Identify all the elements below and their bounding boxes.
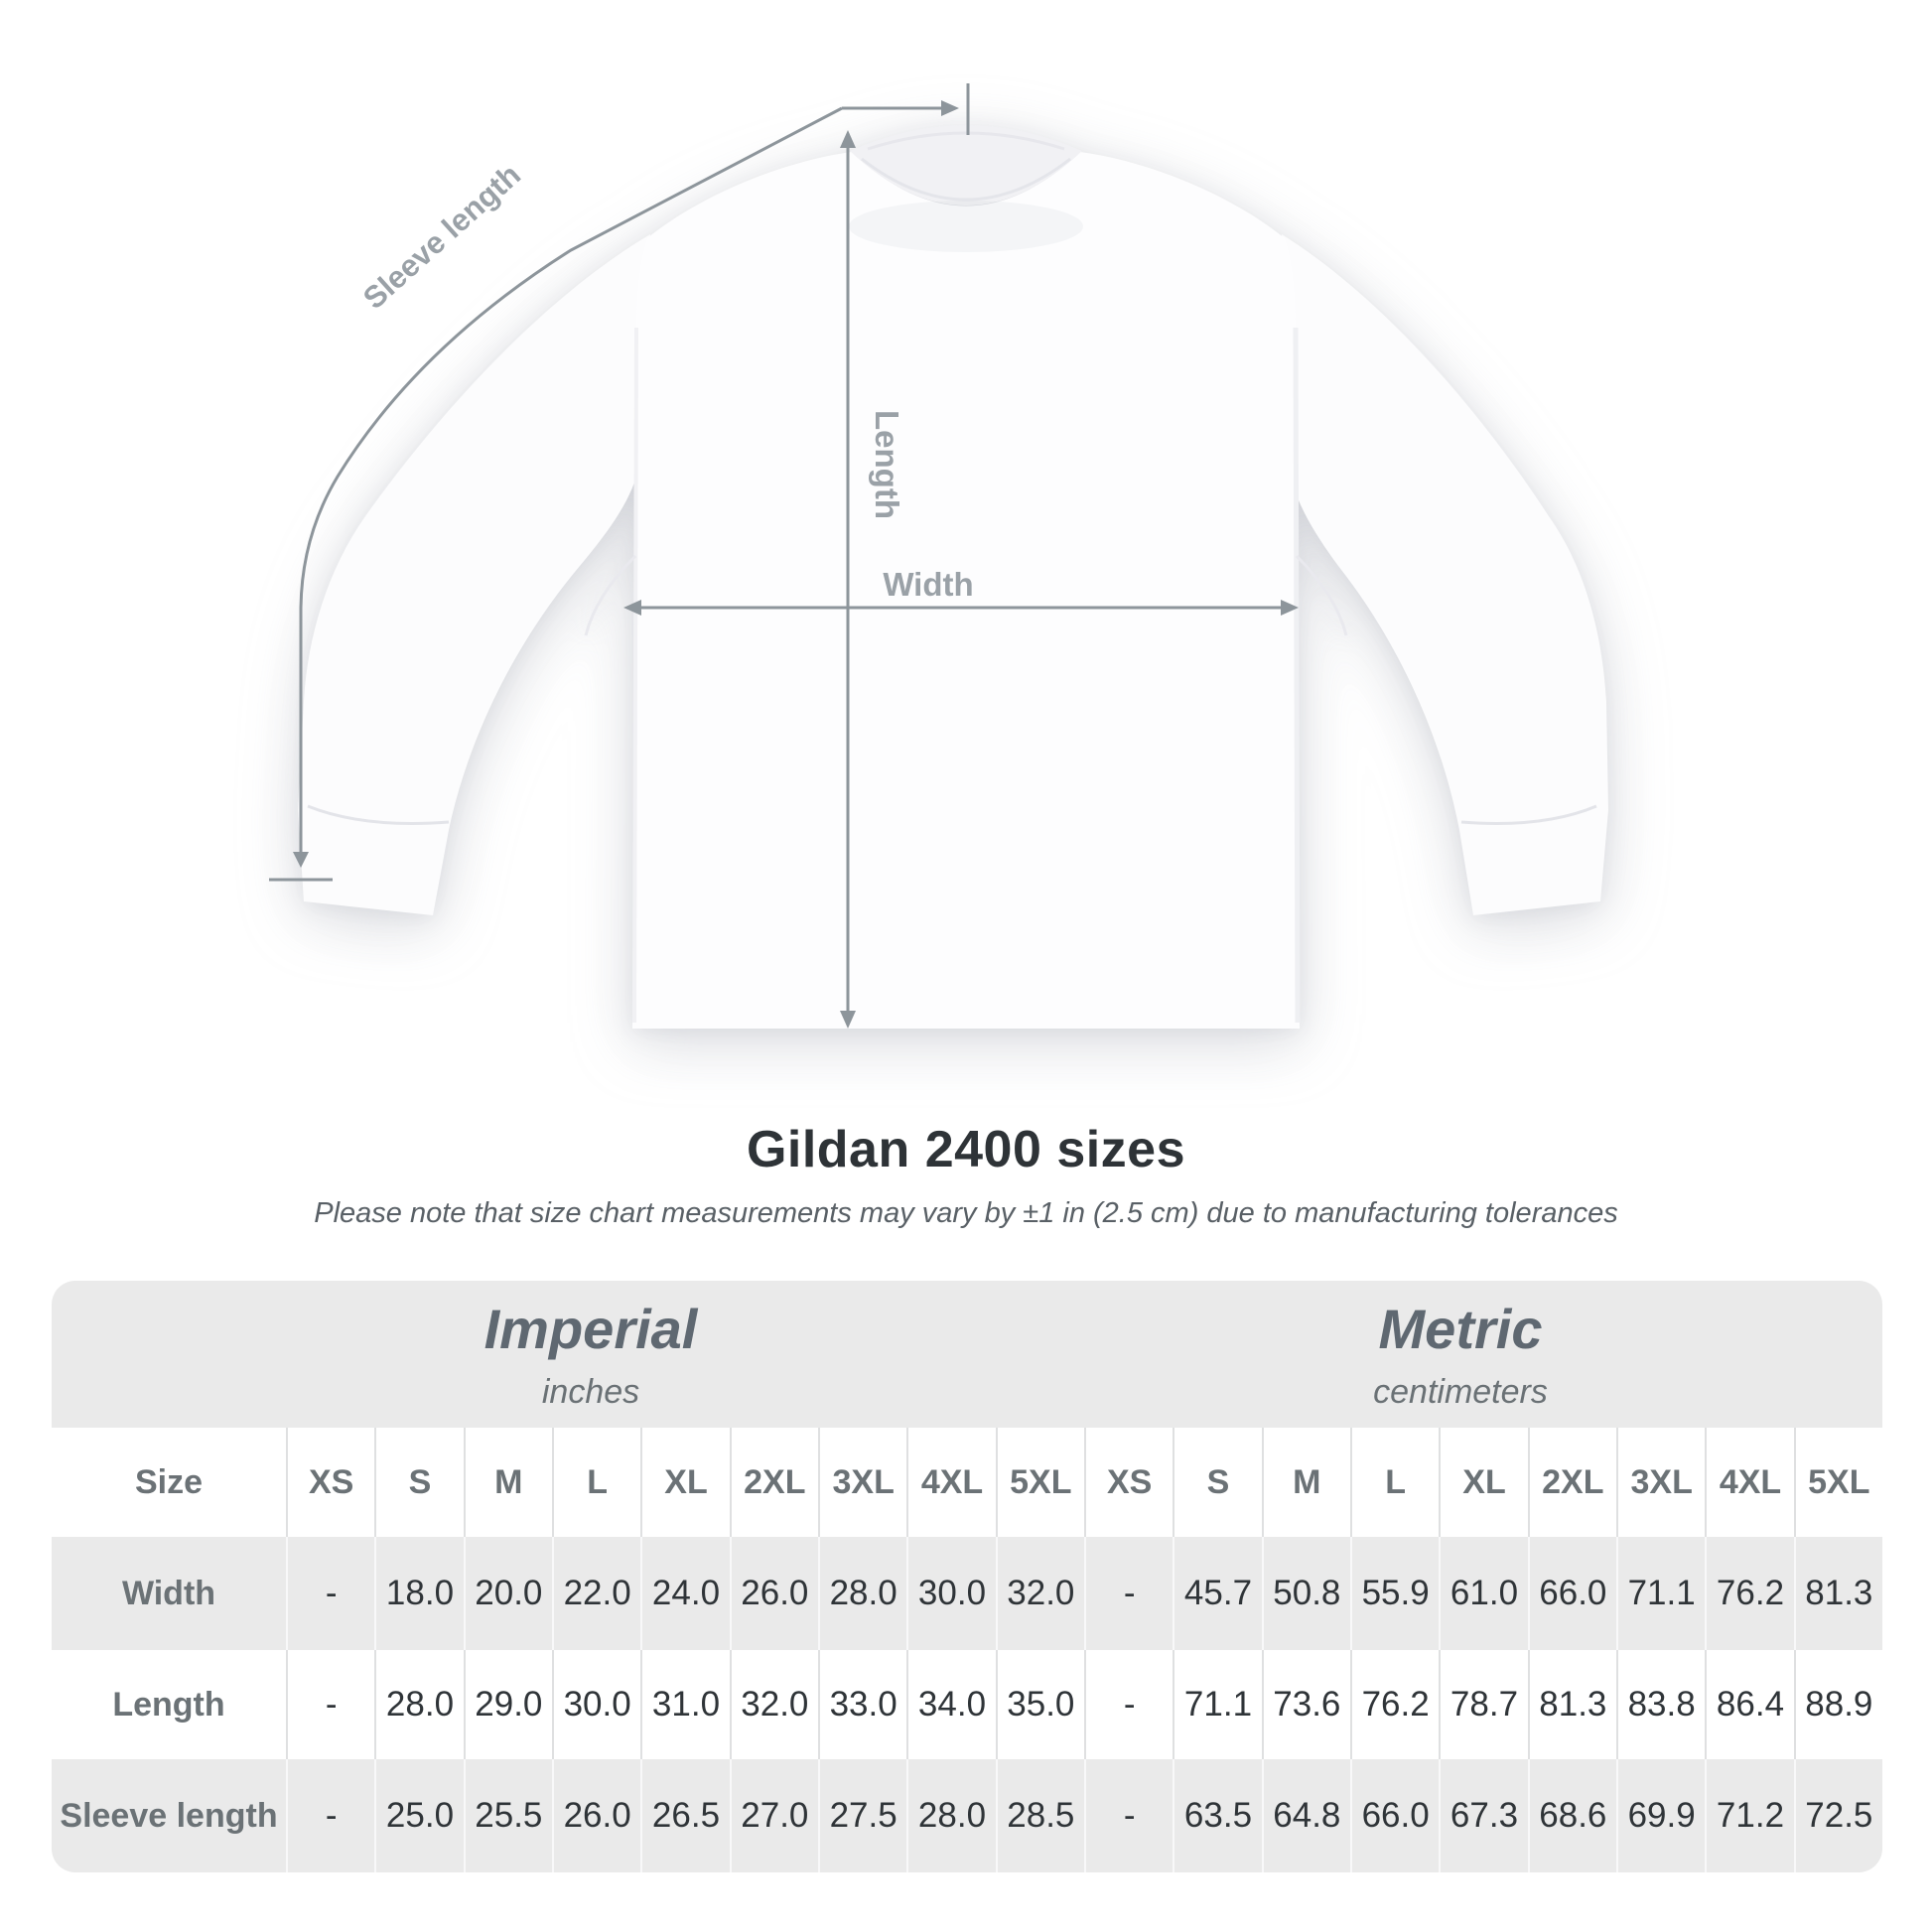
row-label: Sleeve length: [52, 1759, 286, 1872]
value-cell: 88.9: [1794, 1650, 1882, 1759]
value-cell: 63.5: [1173, 1759, 1261, 1872]
value-cell: 78.7: [1439, 1650, 1527, 1759]
value-cell: 72.5: [1794, 1759, 1882, 1872]
value-cell: 66.0: [1528, 1537, 1616, 1650]
value-cell: 24.0: [640, 1537, 729, 1650]
value-cell: 20.0: [464, 1537, 552, 1650]
value-cell: 66.0: [1350, 1759, 1439, 1872]
value-cell: 30.0: [552, 1650, 640, 1759]
value-cell: -: [286, 1759, 374, 1872]
length-label: Length: [869, 410, 905, 519]
metric-group-label: Metric: [1378, 1298, 1543, 1360]
value-cell: 71.2: [1705, 1759, 1793, 1872]
value-cell: 35.0: [996, 1650, 1084, 1759]
value-cell: 33.0: [818, 1650, 906, 1759]
value-cell: 29.0: [464, 1650, 552, 1759]
value-cell: -: [286, 1650, 374, 1759]
page-subtitle: Please note that size chart measurements may vary by ±1 in (2.5 cm) due to manufacturing tolerances: [314, 1197, 1618, 1229]
size-col-header: S: [1173, 1428, 1261, 1537]
size-table: [52, 1281, 1882, 1872]
value-cell: 32.0: [730, 1650, 818, 1759]
size-col-header: XL: [1439, 1428, 1527, 1537]
metric-unit-label: centimeters: [1373, 1373, 1548, 1411]
value-cell: 25.5: [464, 1759, 552, 1872]
value-cell: 67.3: [1439, 1759, 1527, 1872]
imperial-unit-group: [52, 1281, 1084, 1428]
value-cell: -: [286, 1537, 374, 1650]
value-cell: 68.6: [1528, 1759, 1616, 1872]
size-col-header: 5XL: [1794, 1428, 1882, 1537]
value-cell: 27.0: [730, 1759, 818, 1872]
value-cell: 71.1: [1616, 1537, 1705, 1650]
value-cell: -: [1084, 1759, 1173, 1872]
value-cell: 83.8: [1616, 1650, 1705, 1759]
size-col-header: XS: [286, 1428, 374, 1537]
size-col-header: XL: [640, 1428, 729, 1537]
size-col-header: M: [1262, 1428, 1350, 1537]
size-col-header: M: [464, 1428, 552, 1537]
size-corner-header: Size: [134, 1462, 204, 1501]
row-label: Width: [52, 1537, 286, 1650]
value-cell: 76.2: [1350, 1650, 1439, 1759]
value-cell: 55.9: [1350, 1537, 1439, 1650]
value-cell: -: [1084, 1650, 1173, 1759]
value-cell: 69.9: [1616, 1759, 1705, 1872]
value-cell: 28.0: [374, 1650, 463, 1759]
value-cell: 28.0: [906, 1759, 995, 1872]
size-col-header: L: [552, 1428, 640, 1537]
value-cell: 86.4: [1705, 1650, 1793, 1759]
value-cell: 25.0: [374, 1759, 463, 1872]
size-col-header: 2XL: [730, 1428, 818, 1537]
value-cell: 31.0: [640, 1650, 729, 1759]
imperial-group-label: Imperial: [483, 1298, 698, 1360]
metric-unit-group: [1084, 1281, 1882, 1428]
value-cell: 71.1: [1173, 1650, 1261, 1759]
size-col-header: XS: [1084, 1428, 1173, 1537]
size-col-header: 2XL: [1528, 1428, 1616, 1537]
value-cell: 81.3: [1794, 1537, 1882, 1650]
sleeve-length-label: Sleeve length: [356, 157, 527, 317]
size-col-header: 4XL: [906, 1428, 995, 1537]
value-cell: 28.5: [996, 1759, 1084, 1872]
value-cell: 32.0: [996, 1537, 1084, 1650]
value-cell: 26.0: [730, 1537, 818, 1650]
value-cell: 18.0: [374, 1537, 463, 1650]
value-cell: 26.5: [640, 1759, 729, 1872]
size-col-header: S: [374, 1428, 463, 1537]
value-cell: 34.0: [906, 1650, 995, 1759]
size-col-header: 4XL: [1705, 1428, 1793, 1537]
size-col-header: 5XL: [996, 1428, 1084, 1537]
value-cell: 61.0: [1439, 1537, 1527, 1650]
value-cell: 30.0: [906, 1537, 995, 1650]
value-cell: 81.3: [1528, 1650, 1616, 1759]
value-cell: 26.0: [552, 1759, 640, 1872]
row-label: Length: [112, 1685, 225, 1724]
imperial-unit-label: inches: [541, 1373, 640, 1411]
value-cell: 27.5: [818, 1759, 906, 1872]
value-cell: 28.0: [818, 1537, 906, 1650]
value-cell: 45.7: [1173, 1537, 1261, 1650]
size-col-header: 3XL: [1616, 1428, 1705, 1537]
value-cell: 73.6: [1262, 1650, 1350, 1759]
value-cell: 50.8: [1262, 1537, 1350, 1650]
value-cell: 22.0: [552, 1537, 640, 1650]
size-col-header: 3XL: [818, 1428, 906, 1537]
value-cell: 76.2: [1705, 1537, 1793, 1650]
width-label: Width: [883, 566, 974, 603]
value-cell: -: [1084, 1537, 1173, 1650]
size-col-header: L: [1350, 1428, 1439, 1537]
value-cell: 64.8: [1262, 1759, 1350, 1872]
page-title: Gildan 2400 sizes: [746, 1121, 1186, 1178]
